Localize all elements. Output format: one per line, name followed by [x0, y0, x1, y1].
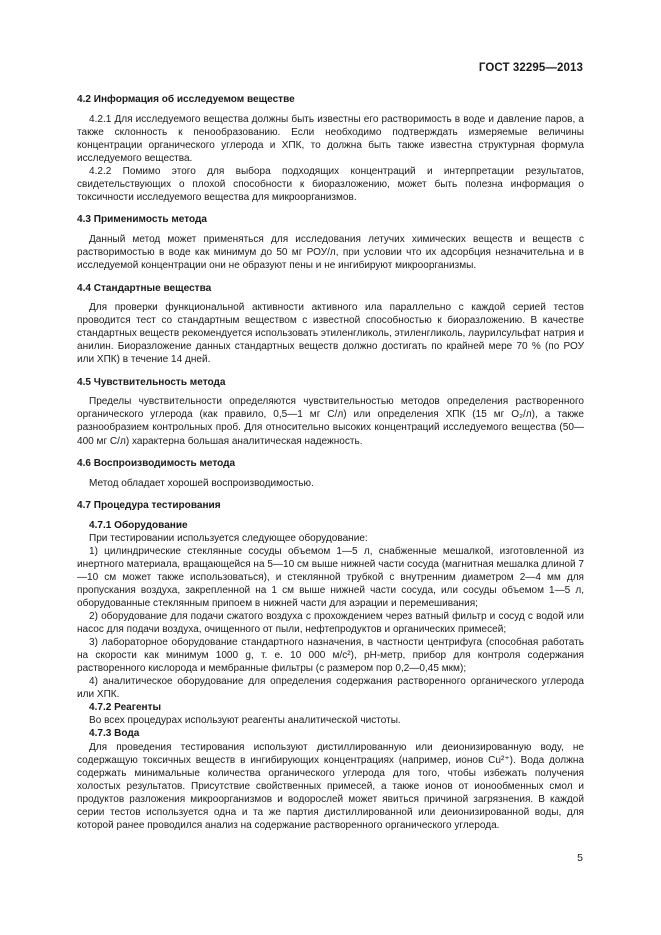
- paragraph: Для проведения тестирования используют дистиллированную или деионизированную воду, не содержащую токсичных веществ в ингибирующих концентрациях (например, ионов Cu²⁺). Вода должна содержать минимальные количества органического углерода для того, чтобы избежать получения холостых результатов. Присутствие свойственных примесей, а также ионов от ионообменных смол и продуктов разложения микроорганизмов и водорослей может явиться причиной загрязнения. В каждой серии тестов используется одна и та же партия дистиллированной или деионизированной воды, для которой ранее проводился анализ на содержание растворенного органического углерода.: [77, 741, 584, 831]
- list-item: 4) аналитическое оборудование для определения содержания растворенного органического углерода или ХПК.: [77, 676, 584, 701]
- section-4-2: [77, 93, 584, 204]
- section-heading: 4.4 Стандартные вещества: [77, 282, 212, 294]
- section-heading: 4.6 Воспроизводимость метода: [77, 458, 236, 470]
- section-4-7: [77, 499, 584, 832]
- section-heading: 4.7 Процедура тестирования: [77, 500, 221, 512]
- section-4-4: [77, 282, 584, 367]
- page-number: 5: [577, 852, 583, 864]
- list-item: 2) оборудование для подачи сжатого воздуха с прохождением через ватный фильтр и сосуд с водой или насос для подачи воздуха, очищенного от пыли, нефтепродуктов и органических примесей;: [77, 611, 584, 636]
- section-heading: 4.3 Применимость метода: [77, 214, 207, 226]
- list-item: 1) цилиндрические стеклянные сосуды объемом 1—5 л, снабженные мешалкой, изготовленной из инертного материала, вращающейся на 5—10 см выше нижней части сосуда (магнитная мешалка длиной 7—10 см может также использоваться), и стеклянной трубкой с внутренним диаметром 2—4 мм для пропускания воздуха, закрепленной на 1 см выше нижней части сосуда, или сосуды объемом 1—5 л, оборудованные стеклянным припоем в нижней части для аэрации и перемешивания;: [77, 545, 584, 609]
- section-heading: 4.2 Информация об исследуемом веществе: [77, 94, 295, 105]
- subsection-4-7-1: [77, 519, 584, 702]
- section-4-3: [77, 213, 584, 272]
- subsection-heading: 4.7.1 Оборудование: [89, 519, 188, 531]
- document-body: [77, 93, 584, 832]
- document-code: ГОСТ 32295—2013: [478, 62, 583, 74]
- section-heading: 4.5 Чувствительность метода: [77, 376, 226, 388]
- section-4-6: [77, 457, 584, 490]
- paragraph: Для проверки функциональной активности активного ила параллельно с каждой серией тестов проводится тест со стандартным веществом с известной способностью к биоразложению. В качестве стандартных веществ рекомендуется использовать этиленгликоль, этиленгликоль, лаурилсульфат натрия и анилин. Биоразложение данных стандартных веществ должно достигать по крайней мере 70 % (по РОУ или ХПК) в течение 14 дней.: [77, 302, 584, 366]
- paragraph: 4.2.1 Для исследуемого вещества должны быть известны его растворимость в воде и давление паров, а также склонность к пенообразованию. Если необходимо подтверждать измеряемые величины концентрации органического углерода и ХПК, то должна быть также известна структурная формула исследуемого вещества.: [77, 113, 584, 164]
- paragraph: Пределы чувствительности определяются чувствительностью методов определения растворенного органического углерода (как правило, 0,5—1 мг С/л) или определения ХПК (15 мг O₂/л), а также разнообразием контрольных проб. Для относительно высоких концентраций исследуемого вещества (50—400 мг С/л) характерна большая аналитическая надежность.: [77, 396, 584, 447]
- paragraph: При тестировании используется следующее оборудование:: [89, 532, 368, 544]
- subsection-4-7-2: [77, 701, 584, 727]
- subsection-heading: 4.7.3 Вода: [89, 728, 140, 740]
- subsection-heading: 4.7.2 Реагенты: [89, 702, 162, 714]
- subsection-4-7-3: [77, 727, 584, 831]
- list-item: 3) лабораторное оборудование стандартного назначения, в частности центрифуга (способная работать на скорости как минимум 1000 g, т. е. 10 000 м/с²), рН-метр, прибор для контроля содержания растворенного кислорода и мембранные фильтры (с размером пор 0,2—0,45 мкм);: [77, 637, 584, 675]
- paragraph: Данный метод может применяться для исследования летучих химических веществ и веществ с растворимостью в воде как минимум до 50 мг РОУ/л, при условии что их адсорбция незначительна и в исследуемой концентрации они не образуют пены и не ингибируют микроорганизмы.: [77, 233, 584, 272]
- paragraph: Во всех процедурах используют реагенты аналитической чистоты.: [89, 715, 401, 727]
- paragraph: 4.2.2 Помимо этого для выбора подходящих концентраций и интерпретации результатов, свидетельствующих о плохой способности к биоразложению, может быть полезна информация о токсичности исследуемого вещества для микроорганизмов.: [77, 165, 584, 203]
- section-4-5: [77, 376, 584, 448]
- paragraph: Метод обладает хорошей воспроизводимостью.: [89, 477, 314, 489]
